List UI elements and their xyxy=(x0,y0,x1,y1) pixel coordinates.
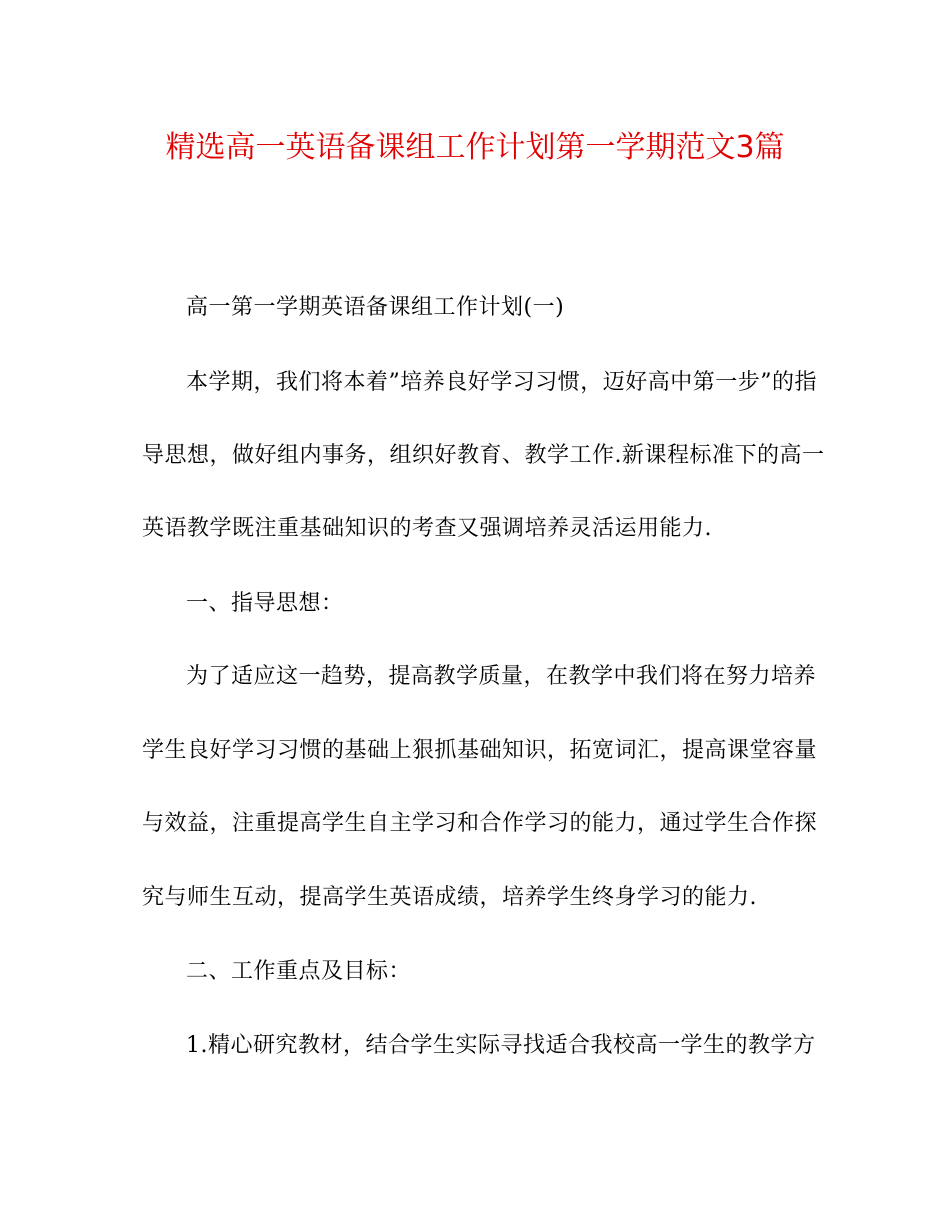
paragraph-line: 导思想，做好组内事务，组织好教育、教学工作.新课程标准下的高一 xyxy=(142,443,825,468)
section-heading-key-goals: 二、工作重点及目标： xyxy=(186,959,412,984)
paragraph-line: 英语教学既注重基础知识的考查又强调培养灵活运用能力. xyxy=(142,516,712,541)
paragraph-line: 为了适应这一趋势，提高教学质量，在教学中我们将在努力培养 xyxy=(186,664,817,689)
list-item-line: 1.精心研究教材，结合学生实际寻找适合我校高一学生的教学方 xyxy=(186,1033,816,1058)
paragraph-line: 与效益，注重提高学生自主学习和合作学习的能力，通过学生合作探 xyxy=(142,811,818,836)
paragraph-line: 究与师生互动，提高学生英语成绩，培养学生终身学习的能力. xyxy=(142,885,757,910)
section-heading-plan-one: 高一第一学期英语备课组工作计划(一) xyxy=(186,295,565,320)
document-title: 精选高一英语备课组工作计划第一学期范文3篇 xyxy=(165,130,785,165)
paragraph-line: 学生良好学习习惯的基础上狠抓基础知识，拓宽词汇，提高课堂容量 xyxy=(142,738,818,763)
paragraph-line: 本学期，我们将本着”培养良好学习习惯，迈好高中第一步”的指 xyxy=(186,370,817,395)
section-heading-guiding-ideology: 一、指导思想： xyxy=(186,591,344,616)
